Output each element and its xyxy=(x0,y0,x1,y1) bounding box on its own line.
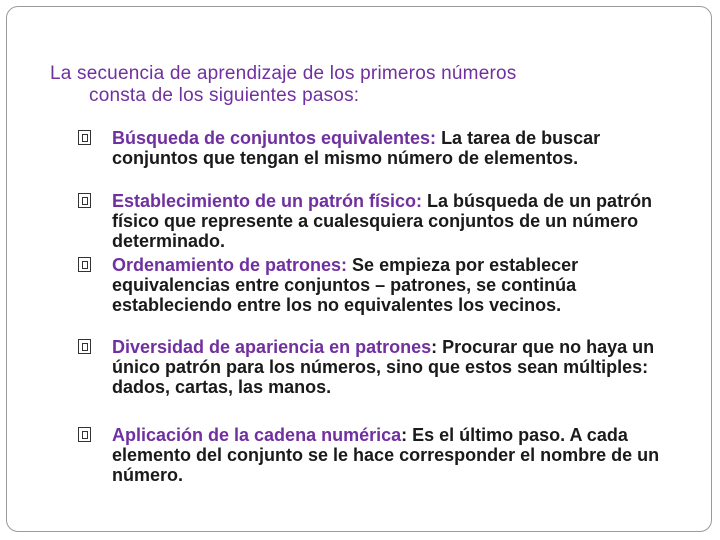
list-item-body: La búsqueda de un patrón físico que represente a cualesquiera conjuntos de un número determinado. xyxy=(112,191,653,251)
list-item-text xyxy=(112,128,688,168)
list-item xyxy=(78,255,688,315)
list-item-text xyxy=(112,191,688,251)
list-item-heading: Búsqueda de conjuntos equivalentes: xyxy=(112,128,442,148)
slide-title xyxy=(50,63,670,107)
list-item-heading: Diversidad de apariencia en patrones xyxy=(112,337,432,357)
list-item-heading: Aplicación de la cadena numérica xyxy=(112,425,402,445)
list-item-body: Se empieza por establecer equivalencias entre conjuntos – patrones, se continúa estableciendo entre los no equivalentes los vecinos. xyxy=(112,255,579,315)
checkbox-bullet-icon xyxy=(78,130,91,145)
list-item-heading: Ordenamiento de patrones: xyxy=(112,255,353,275)
list-item-body: : Es el último paso. A cada elemento del conjunto se le hace corresponder el nombre de un número. xyxy=(112,425,660,485)
list-item-text xyxy=(112,425,688,485)
list-item xyxy=(78,337,688,397)
list-item xyxy=(78,128,688,168)
list-item xyxy=(78,191,688,251)
list-item-text xyxy=(112,337,688,397)
list-item-text xyxy=(112,255,688,315)
list-item-body: La tarea de buscar conjuntos que tengan el mismo número de elementos. xyxy=(112,128,601,168)
checkbox-bullet-icon xyxy=(78,339,91,354)
title-line-2: consta de los siguientes pasos: xyxy=(89,85,360,106)
title-line-1: La secuencia de aprendizaje de los primeros números xyxy=(50,63,517,84)
list-item-body: : Procurar que no haya un único patrón para los números, sino que estos sean múltiples: dados, cartas, las manos. xyxy=(112,337,655,397)
checkbox-bullet-icon xyxy=(78,193,91,208)
checkbox-bullet-icon xyxy=(78,427,91,442)
list-item xyxy=(78,425,688,485)
list-item-heading: Establecimiento de un patrón físico: xyxy=(112,191,428,211)
checkbox-bullet-icon xyxy=(78,257,91,272)
